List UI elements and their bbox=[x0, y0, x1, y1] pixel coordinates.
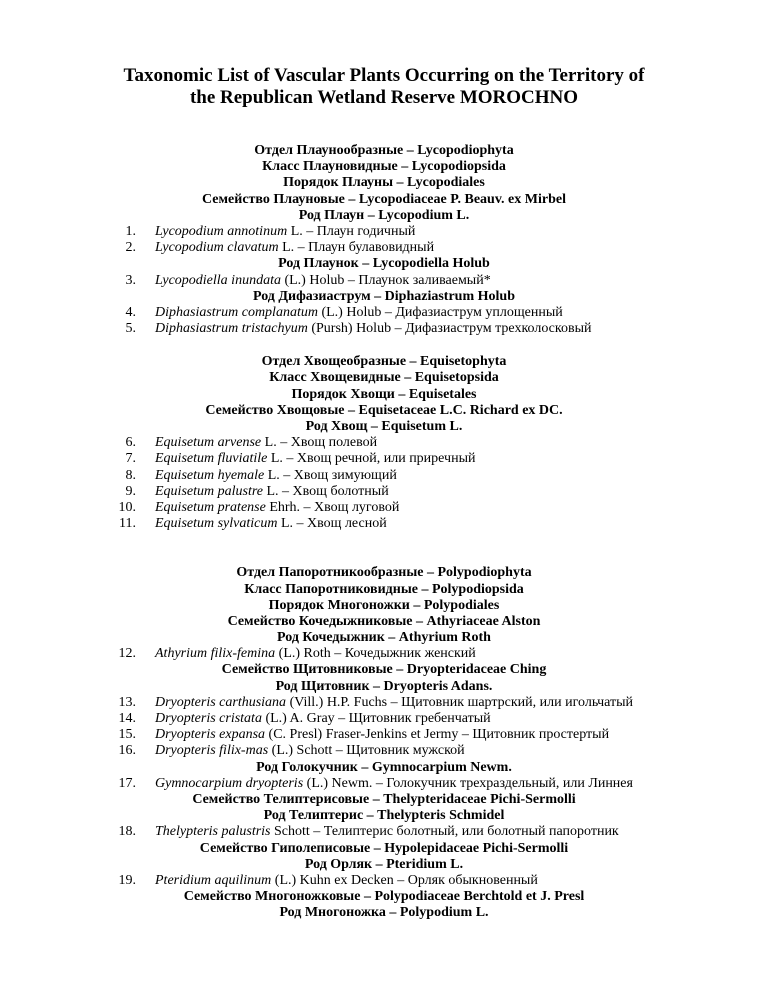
taxon-heading: Семейство Кочедыжниковые – Athyriaceae Alston bbox=[227, 613, 541, 629]
species-number: 17. bbox=[118, 775, 136, 791]
species-number: 19. bbox=[118, 872, 136, 888]
species-name: Dryopteris cristata (L.) A. Gray – Щитовник гребенчатый bbox=[155, 711, 491, 726]
species-latin-name: Equisetum fluviatile bbox=[155, 451, 268, 467]
taxonomic-list bbox=[0, 143, 768, 921]
taxon-heading: Род Хвощ – Equisetum L. bbox=[305, 419, 463, 434]
species-name: Equisetum fluviatile L. – Хвощ речной, или приречный bbox=[155, 451, 476, 467]
species-latin-name: Lycopodiella inundata bbox=[155, 272, 281, 288]
species-entry bbox=[0, 500, 768, 516]
species-name: Dryopteris carthusiana (Vill.) H.P. Fuchs – Щитовник шартрский, или игольчатый bbox=[155, 694, 634, 710]
species-latin-name: Thelypteris palustris bbox=[155, 824, 271, 840]
species-latin-name: Athyrium filix-femina bbox=[155, 646, 276, 662]
taxon-heading: Отдел Папоротникообразные – Polypodiophyta bbox=[236, 565, 532, 581]
taxon-heading: Семейство Хвощовые – Equisetaceae L.C. Richard ex DC. bbox=[205, 402, 563, 418]
species-name: Lycopodiella inundata (L.) Holub – Плаунок заливаемый* bbox=[155, 272, 491, 288]
species-number: 3. bbox=[125, 272, 136, 288]
section-spacer bbox=[0, 532, 768, 565]
document-title bbox=[0, 65, 768, 109]
species-number: 9. bbox=[125, 483, 136, 499]
species-entry bbox=[0, 273, 768, 289]
taxon-heading: Род Щитовник – Dryopteris Adans. bbox=[275, 678, 493, 694]
species-number: 6. bbox=[125, 435, 136, 451]
taxon-heading: Отдел Плаунообразные – Lycopodiophyta bbox=[254, 143, 514, 158]
taxon-heading: Класс Плауновидные – Lycopodiopsida bbox=[262, 159, 506, 175]
species-name: Lycopodium clavatum L. – Плаун булавовидный bbox=[155, 240, 435, 256]
species-number: 15. bbox=[118, 727, 136, 743]
taxon-heading: Семейство Телиптерисовые – Thelypteridaceae Pichi-Sermolli bbox=[192, 791, 576, 807]
species-entry bbox=[0, 321, 768, 337]
species-name: Diphasiastrum tristachyum (Pursh) Holub – Дифазиаструм трехколосковый bbox=[155, 321, 592, 337]
species-name: Gymnocarpium dryopteris (L.) Newm. – Голокучник трехраздельный, или Линнея bbox=[155, 775, 633, 791]
taxon-heading: Семейство Многоножковые – Polypodiaceae Berchtold et J. Presl bbox=[183, 889, 585, 905]
species-number: 18. bbox=[118, 824, 136, 840]
species-latin-name: Gymnocarpium dryopteris bbox=[155, 775, 304, 791]
species-latin-name: Equisetum pratense bbox=[155, 499, 266, 515]
species-entry bbox=[0, 695, 768, 711]
species-entry bbox=[0, 468, 768, 484]
title-line-2: the Republican Wetland Reserve MOROCHNO bbox=[189, 87, 579, 108]
taxon-heading: Класс Папоротниковидные – Polypodiopsida bbox=[244, 581, 524, 597]
species-latin-name: Dryopteris cristata bbox=[155, 711, 262, 726]
species-entry bbox=[0, 743, 768, 759]
taxon-heading: Род Плаунок – Lycopodiella Holub bbox=[278, 256, 490, 272]
species-number: 11. bbox=[119, 516, 136, 532]
species-number: 4. bbox=[125, 304, 136, 320]
species-number: 10. bbox=[118, 499, 136, 515]
taxon-heading: Класс Хвощевидные – Equisetopsida bbox=[269, 370, 499, 386]
species-name: Dryopteris expansa (C. Presl) Fraser-Jenkins et Jermy – Щитовник простертый bbox=[155, 727, 610, 743]
species-latin-name: Diphasiastrum tristachyum bbox=[155, 321, 308, 337]
taxon-heading: Порядок Многоножки – Polypodiales bbox=[268, 597, 500, 613]
species-entry bbox=[0, 824, 768, 840]
species-entry bbox=[0, 451, 768, 467]
taxon-heading: Род Дифазиаструм – Diphaziastrum Holub bbox=[253, 288, 515, 304]
species-name: Equisetum palustre L. – Хвощ болотный bbox=[155, 483, 389, 499]
taxon-heading: Род Голокучник – Gymnocarpium Newm. bbox=[256, 759, 512, 775]
species-number: 16. bbox=[118, 743, 136, 759]
taxon-heading: Род Телиптерис – Thelypteris Schmidel bbox=[263, 808, 505, 824]
taxon-heading: Род Кочедыжник – Athyrium Roth bbox=[277, 630, 491, 646]
species-name: Athyrium filix-femina (L.) Roth – Кочедыжник женский bbox=[155, 646, 476, 662]
taxon-heading: Семейство Щитовниковые – Dryopteridaceae Ching bbox=[221, 662, 547, 678]
title-line-1: Taxonomic List of Vascular Plants Occurring on the Territory of bbox=[123, 65, 645, 86]
species-entry bbox=[0, 646, 768, 662]
taxon-section bbox=[0, 354, 768, 532]
species-latin-name: Dryopteris filix-mas bbox=[155, 743, 269, 759]
species-entry bbox=[0, 727, 768, 743]
species-name: Equisetum sylvaticum L. – Хвощ лесной bbox=[155, 516, 387, 532]
species-number: 1. bbox=[125, 223, 136, 239]
species-entry bbox=[0, 711, 768, 727]
section-spacer bbox=[0, 337, 768, 354]
taxon-section bbox=[0, 143, 768, 337]
species-entry bbox=[0, 484, 768, 500]
species-name: Equisetum hyemale L. – Хвощ зимующий bbox=[155, 467, 397, 483]
species-latin-name: Equisetum hyemale bbox=[155, 467, 265, 483]
species-number: 12. bbox=[118, 646, 136, 662]
species-entry bbox=[0, 873, 768, 889]
species-latin-name: Equisetum palustre bbox=[155, 483, 263, 499]
species-entry bbox=[0, 776, 768, 792]
species-number: 14. bbox=[118, 711, 136, 726]
species-number: 8. bbox=[125, 467, 136, 483]
species-name: Lycopodium annotinum L. – Плаун годичный bbox=[155, 223, 416, 239]
taxon-heading: Отдел Хвощеобразные – Equisetophyta bbox=[261, 354, 507, 370]
species-latin-name: Lycopodium annotinum bbox=[155, 223, 288, 239]
species-latin-name: Diphasiastrum complanatum bbox=[155, 304, 318, 320]
species-entry bbox=[0, 435, 768, 451]
species-entry bbox=[0, 305, 768, 321]
species-latin-name: Lycopodium clavatum bbox=[155, 240, 279, 256]
taxon-heading: Род Орляк – Pteridium L. bbox=[304, 856, 464, 872]
species-name: Diphasiastrum complanatum (L.) Holub – Дифазиаструм уплощенный bbox=[155, 304, 563, 320]
species-entry bbox=[0, 240, 768, 256]
species-latin-name: Dryopteris expansa bbox=[155, 727, 266, 743]
species-name: Pteridium aquilinum (L.) Kuhn ex Decken – Орляк обыкновенный bbox=[155, 872, 538, 888]
taxon-heading: Семейство Гиполеписовые – Hypolepidaceae Pichi-Sermolli bbox=[199, 840, 569, 856]
species-entry bbox=[0, 516, 768, 532]
taxon-heading: Род Плаун – Lycopodium L. bbox=[298, 207, 470, 223]
species-latin-name: Pteridium aquilinum bbox=[155, 872, 272, 888]
taxon-heading: Семейство Плауновые – Lycopodiaceae P. Beauv. ex Mirbel bbox=[202, 191, 566, 207]
taxon-heading: Порядок Плауны – Lycopodiales bbox=[283, 175, 485, 191]
species-latin-name: Equisetum sylvaticum bbox=[155, 516, 278, 532]
species-number: 7. bbox=[125, 451, 136, 467]
species-name: Thelypteris palustris Schott – Телиптерис болотный, или болотный папоротник bbox=[155, 824, 619, 840]
taxon-section bbox=[0, 565, 768, 921]
species-name: Equisetum pratense Ehrh. – Хвощ луговой bbox=[155, 499, 400, 515]
species-latin-name: Dryopteris carthusiana bbox=[155, 694, 287, 710]
taxon-heading: Род Многоножка – Polypodium L. bbox=[279, 905, 489, 921]
species-entry bbox=[0, 224, 768, 240]
species-name: Equisetum arvense L. – Хвощ полевой bbox=[155, 435, 378, 451]
species-number: 2. bbox=[125, 240, 136, 256]
taxon-heading: Порядок Хвощи – Equisetales bbox=[291, 386, 477, 402]
species-number: 13. bbox=[118, 694, 136, 710]
species-number: 5. bbox=[125, 321, 136, 337]
species-name: Dryopteris filix-mas (L.) Schott – Щитовник мужской bbox=[155, 743, 465, 759]
species-latin-name: Equisetum arvense bbox=[155, 435, 262, 451]
